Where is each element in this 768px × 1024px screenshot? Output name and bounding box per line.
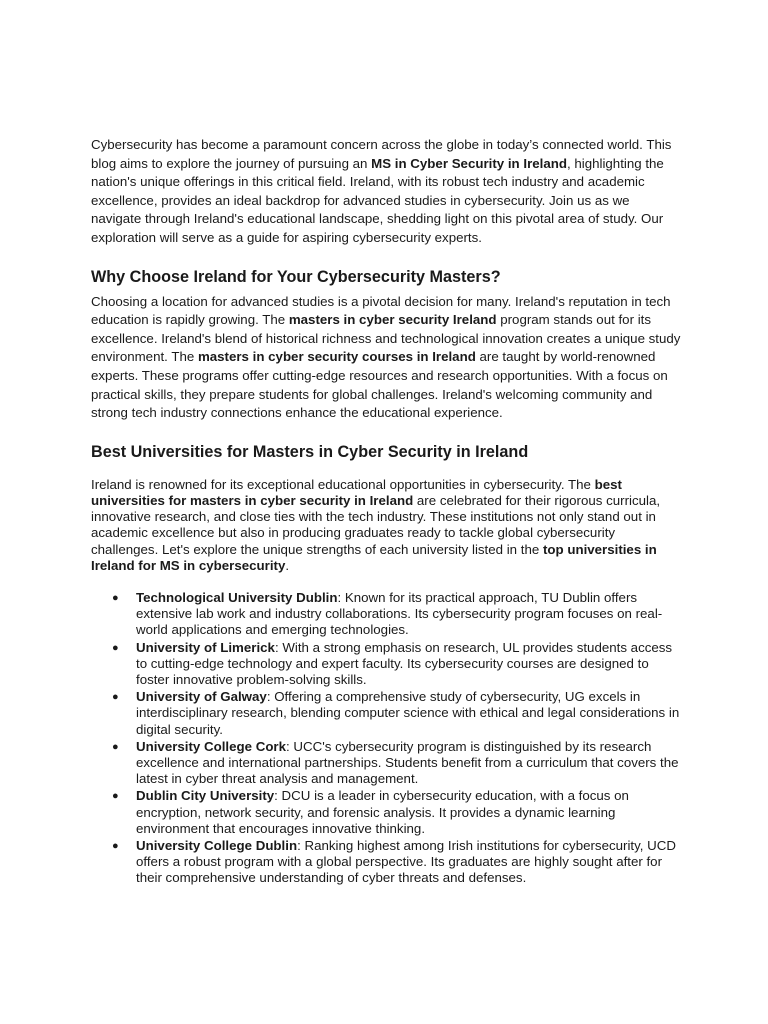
university-desc: : Ranking highest among Irish institutions for cybersecurity, UCD offers a robust program with a global perspective. Its graduates are highly sought after for their comprehensive understanding of cyber threats and defenses.	[136, 837, 676, 886]
bullet-icon: ●	[112, 740, 119, 753]
best-text-end: .	[285, 557, 290, 573]
document-page	[91, 136, 681, 888]
university-list	[91, 590, 681, 887]
university-desc: : DCU is a leader in cybersecurity education, with a focus on encryption, network security, and forensic analysis. It provides a dynamic learning environment that encourages innovative thinking.	[136, 788, 629, 836]
university-name: Dublin City University	[136, 788, 275, 804]
bullet-icon: ●	[112, 691, 119, 704]
why-text-end: are taught by world-renowned experts. These programs offer cutting-edge resources and research opportunities. With a focus on practical skills, they prepare students for global challenges. Ireland's welcoming community and strong tech industry connections enhance the educational experience.	[91, 349, 668, 421]
best-text: Ireland is renowned for its exceptional educational opportunities in cybersecurity. The	[91, 476, 595, 492]
why-paragraph	[91, 293, 681, 423]
university-desc: : Offering a comprehensive study of cybersecurity, UG excels in interdisciplinary research, blending computer science with ethical and legal considerations in digital security.	[136, 689, 680, 737]
university-name: Technological University Dublin	[136, 589, 338, 605]
why-keyword-1: masters in cyber security Ireland	[288, 312, 497, 328]
intro-text: Cybersecurity has become a paramount concern across the globe in today’s connected world. This blog aims to explore the journey of pursuing an	[91, 137, 672, 171]
why-text-cont: program stands out for its excellence. Ireland's blend of historical richness and technological innovation creates a unique study environment. The	[91, 312, 681, 365]
list-item	[91, 838, 681, 887]
best-keyword-1: best universities for masters in cyber security in Ireland	[91, 476, 622, 508]
bullet-icon: ●	[112, 591, 119, 604]
university-desc: : Known for its practical approach, TU Dublin offers extensive lab work and industry collaborations. Its cybersecurity program focuses on real-world applications and emerging technologies.	[136, 589, 663, 638]
bullet-icon: ●	[112, 641, 119, 654]
best-paragraph	[91, 477, 681, 574]
bullet-icon: ●	[112, 839, 119, 852]
list-item	[91, 640, 681, 689]
intro-keyword: MS in Cyber Security in Ireland	[371, 155, 567, 171]
best-keyword-2: top universities in Ireland for MS in cybersecurity	[91, 541, 657, 573]
university-name: University of Limerick	[136, 639, 275, 655]
list-item	[91, 689, 681, 738]
intro-text-cont: , highlighting the nation's unique offerings in this critical field. Ireland, with its robust tech industry and academic excellence, provides an ideal backdrop for advanced studies in cybersecurity. Join us as we navigate through Ireland's educational landscape, shedding light on this pivotal area of study. Our exploration will serve as a guide for aspiring cybersecurity experts.	[91, 155, 664, 245]
why-heading: Why Choose Ireland for Your Cybersecurity Masters?	[91, 267, 501, 286]
university-desc: : With a strong emphasis on research, UL provides students access to cutting-edge technology and expert faculty. Its cybersecurity courses are designed to foster innovative problem-solving skills.	[136, 639, 673, 687]
best-text-cont: are celebrated for their rigorous curricula, innovative research, and close ties with the tech industry. These institutions not only stand out in academic excellence but also in producing graduates ready to tackle global cybersecurity challenges. Let's explore the unique strengths of each university listed in the	[91, 492, 661, 557]
intro-paragraph	[91, 136, 681, 248]
bullet-icon: ●	[112, 790, 119, 803]
university-desc: : UCC's cybersecurity program is distinguished by its research excellence and international partnerships. Students benefit from a curriculum that covers the latest in cyber threat analysis and management.	[136, 738, 679, 787]
list-item	[91, 590, 681, 639]
best-heading: Best Universities for Masters in Cyber Security in Ireland	[91, 442, 529, 461]
list-item	[91, 788, 681, 837]
list-item	[91, 739, 681, 788]
why-text: Choosing a location for advanced studies is a pivotal decision for many. Ireland's reputation in tech education is rapidly growing. The	[91, 293, 671, 328]
university-name: University College Dublin	[136, 837, 298, 853]
university-name: University College Cork	[136, 738, 287, 754]
why-keyword-2: masters in cyber security courses in Ireland	[197, 349, 476, 365]
university-name: University of Galway	[136, 689, 267, 705]
